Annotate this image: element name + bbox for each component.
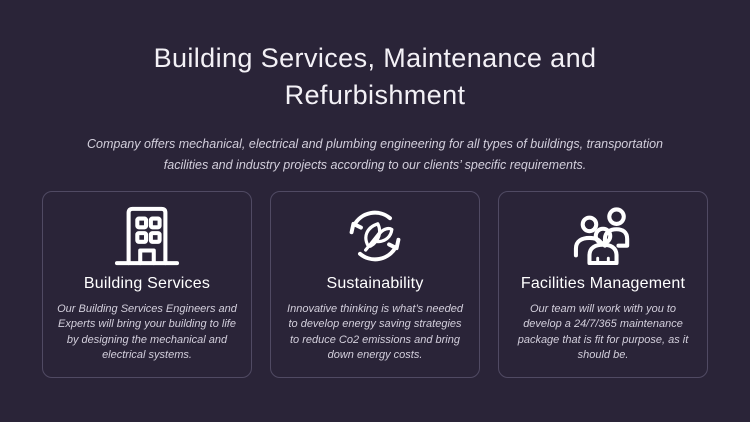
section-header bbox=[0, 0, 750, 176]
section-subtitle: Company offers mechanical, electrical and plumbing engineering for all types of buildings, transportation facilities and industry projects according to our clients’ specific requirements. bbox=[86, 137, 663, 172]
card-description: Our team will work with you to develop a 24/7/365 maintenance package that is fit for purpose, as it should be. bbox=[517, 302, 689, 361]
card-description: Our Building Services Engineers and Experts will bring your building to life by designing the mechanical and electrical systems. bbox=[57, 302, 237, 361]
card-title: Facilities Management bbox=[520, 274, 686, 292]
recycle-leaf-icon bbox=[344, 206, 406, 266]
card-title: Building Services bbox=[83, 274, 211, 292]
card-title: Sustainability bbox=[326, 274, 424, 292]
people-group-icon bbox=[572, 206, 634, 266]
card-sustainability bbox=[270, 191, 480, 378]
feature-cards-row bbox=[42, 191, 708, 378]
page-title: Building Services, Maintenance and Refurbishment bbox=[153, 43, 597, 110]
building-icon bbox=[114, 206, 180, 266]
card-building-services bbox=[42, 191, 252, 378]
card-facilities-management bbox=[498, 191, 708, 378]
card-description: Innovative thinking is what’s needed to develop energy saving strategies to reduce Co2 emissions and bring down energy costs. bbox=[287, 302, 463, 361]
